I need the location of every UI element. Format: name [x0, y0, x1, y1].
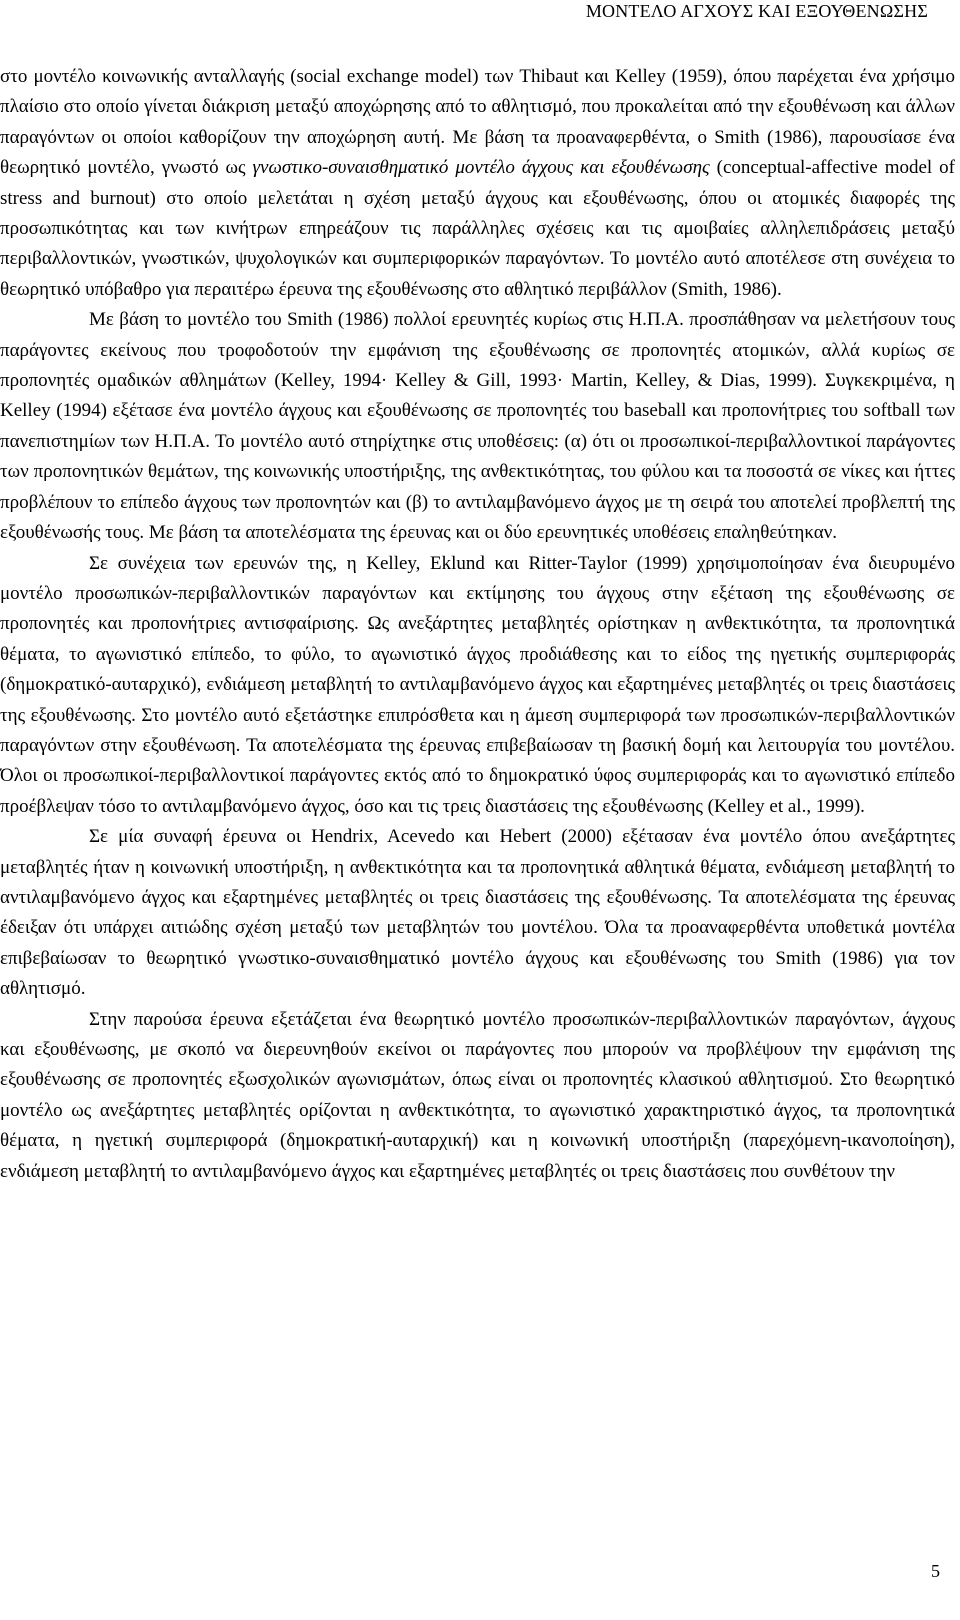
paragraph-4: Σε μία συναφή έρευνα οι Hendrix, Acevedo και Hebert (2000) εξέτασαν ένα μοντέλο όπου ανεξάρτητες μεταβλητές ήταν η κοινωνική υποστήριξη, η ανθεκτικότητα και τα προπονητικά αθλητικά θέματα, ενδιάμεση μεταβλητή το αντιλαμβανόμενο άγχος και εξαρτημένες μεταβλητές οι τρεις διαστάσεις της εξουθένωσης. Τα αποτελέσματα της έρευνας έδειξαν ότι υπάρχει αιτιώδης σχέση μεταξύ των μεταβλητών του μοντέλου. Όλα τα προαναφερθέντα υποθετικά μοντέλα επιβεβαίωσαν το θεωρητικό γνωστικο-συναισθηματικό μοντέλο άγχους και εξουθένωσης του Smith (1986) για τον αθλητισμό. — [0, 826, 955, 1000]
running-header: ΜΟΝΤΕΛΟ ΑΓΧΟΥΣ ΚΑΙ ΕΞΟΥΘΕΝΩΣΗΣ — [585, 1, 928, 21]
paragraph-3: Σε συνέχεια των ερευνών της, η Kelley, Eklund και Ritter-Taylor (1999) χρησιμοποίησαν ένα διευρυμένο μοντέλο προσωπικών-περιβαλλοντικών παραγόντων και εκτίμησης του άγχους στην εξέταση της εξουθένωσης σε προπονητές και προπονήτριες αντισφαίρισης. Ως ανεξάρτητες μεταβλητές ορίστηκαν η ανθεκτικότητα, τα προπονητικά θέματα, το αγωνιστικό επίπεδο, το φύλο, το αγωνιστικό άγχος προδιάθεσης και το είδος της ηγετικής συμπεριφοράς (δημοκρατικό-αυταρχικό), ενδιάμεση μεταβλητή το αντιλαμβανόμενο άγχος και εξαρτημένες μεταβλητές οι τρεις διαστάσεις της εξουθένωσης. Στο μοντέλο αυτό εξετάστηκε επιπρόσθετα και η άμεση συμπεριφορά των προσωπικών-περιβαλλοντικών παραγόντων στην εξουθένωση. Τα αποτελέσματα της έρευνας επιβεβαίωσαν τη βασική δομή και λειτουργία του μοντέλου. Όλοι οι προσωπικοί-περιβαλλοντικοί παράγοντες εκτός από το δημοκρατικό ύφος συμπεριφοράς και το αγωνιστικό επίπεδο προέβλεψαν τόσο το αντιλαμβανόμενο άγχος, όσο και τις τρεις διαστάσεις της εξουθένωσης (Kelley et al., 1999). — [0, 552, 955, 817]
paragraph-1-text-after: (conceptual-affective model of stress and burnout) στο οποίο μελετάται η σχέση μεταξύ άγχους και εξουθένωσης, όπου οι ατομικές διαφορές της προσωπικότητας και των κινήτρων επηρεάζουν τις παράλληλες σχέσεις και τις αμοιβαίες αλληλεπιδράσεις μεταξύ περιβαλλοντικών, γνωστικών, ψυχολογικών και συμπεριφορικών παραγόντων. Το μοντέλο αυτό αποτέλεσε στη συνέχεια το θεωρητικό υπόβαθρο για περαιτέρω έρευνα της εξουθένωσης στο αθλητικό περιβάλλον (Smith, 1986). — [0, 157, 955, 300]
paragraph-1 — [0, 62, 955, 305]
paragraph-5: Στην παρούσα έρευνα εξετάζεται ένα θεωρητικό μοντέλο προσωπικών-περιβαλλοντικών παραγόντων, άγχους και εξουθένωσης, με σκοπό να διερευνηθούν εκείνοι οι παράγοντες που μπορούν να προβλέψουν την εμφάνιση της εξουθένωσης σε προπονητές εξωσχολικών αγωνισμάτων, όπως είναι οι προπονητές κλασικού αθλητισμού. Στο θεωρητικό μοντέλο ως ανεξάρτητες μεταβλητές ορίζονται η ανθεκτικότητα, το αγωνιστικό χαρακτηριστικό άγχος, τα προπονητικά θέματα, η ηγετική συμπεριφορά (δημοκρατική-αυταρχική) και η κοινωνική υποστήριξη (παρεχόμενη-ικανοποίηση), ενδιάμεση μεταβλητή το αντιλαμβανόμενο άγχος και εξαρτημένες μεταβλητές οι τρεις διαστάσεις που συνθέτουν την — [0, 1008, 955, 1182]
body-text — [0, 62, 955, 1187]
page-number: 5 — [931, 1561, 940, 1581]
paragraph-1-italic-term: γνωστικο-συναισθηματικό μοντέλο άγχους και εξουθένωσης — [252, 157, 710, 179]
paragraph-2: Με βάση το μοντέλο του Smith (1986) πολλοί ερευνητές κυρίως στις Η.Π.Α. προσπάθησαν να μελετήσουν τους παράγοντες εκείνους που τροφοδοτούν την εμφάνιση της εξουθένωσης σε προπονητές ατομικών, αλλά κυρίως σε προπονητές ομαδικών αθλημάτων (Kelley, 1994· Kelley & Gill, 1993· Martin, Kelley, & Dias, 1999). Συγκεκριμένα, η Kelley (1994) εξέτασε ένα μοντέλο άγχους και εξουθένωσης σε προπονητές του baseball και προπονήτριες του softball των πανεπιστημίων των Η.Π.Α. Το μοντέλο αυτό στηρίχτηκε στις υποθέσεις: (α) ότι οι προσωπικοί-περιβαλλοντικοί παράγοντες των προπονητικών θεμάτων, της κοινωνικής υποστήριξης, της ανθεκτικότητας, του φύλου και τα ποσοστά σε νίκες και ήττες προβλέπουν το επίπεδο άγχους των προπονητών και (β) το αντιλαμβανόμενο άγχος με τη σειρά του αποτελεί προβλεπτή της εξουθένωσής τους. Με βάση τα αποτελέσματα της έρευνας και οι δύο ερευνητικές υποθέσεις επαληθεύτηκαν. — [0, 309, 955, 544]
paragraph-1-text-before: στο μοντέλο κοινωνικής ανταλλαγής (social exchange model) των Thibaut και Kelley (1959), όπου παρέχεται ένα χρήσιμο πλαίσιο στο οποίο γίνεται διάκριση μεταξύ αποχώρησης από το αθλητισμό, που προκαλείται από την εξουθένωση και άλλων παραγόντων οι οποίοι καθορίζουν την αποχώρηση αυτή. Με βάση τα προαναφερθέντα, ο Smith (1986), παρουσίασε ένα θεωρητικό μοντέλο, γνωστό ως — [0, 66, 955, 179]
